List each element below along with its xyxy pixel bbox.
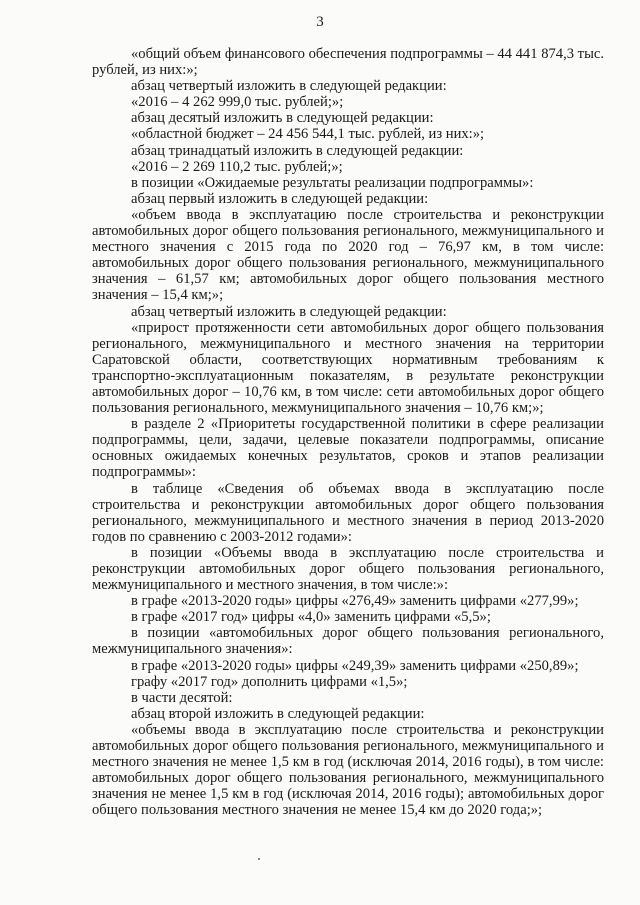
paragraph: абзац десятый изложить в следующей редакции:	[131, 110, 434, 127]
paragraph: абзац второй изложить в следующей редакции:	[131, 705, 425, 722]
paragraph: абзац четвертый изложить в следующей редакции:	[131, 303, 447, 320]
paragraph: «2016 – 4 262 999,0 тыс. рублей;»;	[131, 94, 344, 111]
paragraph: абзац тринадцатый изложить в следующей редакции:	[131, 142, 464, 159]
paragraph: «областной бюджет – 24 456 544,1 тыс. рублей, из них:»;	[131, 126, 485, 143]
paragraph: в позиции «Ожидаемые результаты реализации подпрограммы»:	[131, 174, 534, 191]
paragraph: в позиции «Объемы ввода в эксплуатацию после строительства и реконструкции автомобильных дорог общего пользования регионального, межмуниципального и местного значения, в том числе:»:	[92, 544, 604, 594]
paragraph: «общий объем финансового обеспечения подпрограммы – 44 441 874,3 тыс. рублей, из них:»;	[92, 46, 604, 79]
paragraph: «прирост протяженности сети автомобильных дорог общего пользования регионального, межмуниципального и местного значения на территории Саратовской области, соответствующих нормативным требованиям к транспортно-эксплуатационным показателям, в результате реконструкции автомобильных дорог – 10,76 км, в том числе: сети автомобильных дорог общего пользования регионального, межмуниципального значения – 10,76 км;»;	[92, 319, 604, 417]
paragraph: графу «2017 год» дополнить цифрами «1,5»;	[131, 673, 408, 690]
paragraph: в таблице «Сведения об объемах ввода в эксплуатацию после строительства и реконструкции автомобильных дорог общего пользования регионального, межмуниципального и местного значения в период 2013-2020 годов по сравнению с 2003-2012 годами»:	[92, 480, 604, 545]
paragraph: в графе «2013-2020 годы» цифры «249,39» заменить цифрами «250,89»;	[131, 657, 579, 674]
paragraph: в графе «2017 год» цифры «4,0» заменить цифрами «5,5»;	[131, 609, 491, 626]
paragraph: в графе «2013-2020 годы» цифры «276,49» заменить цифрами «277,99»;	[131, 593, 579, 610]
paragraph: абзац четвертый изложить в следующей редакции:	[131, 78, 447, 95]
paragraph: в позиции «автомобильных дорог общего пользования регионального, межмуниципального значения»:	[92, 625, 604, 658]
paragraph: «2016 – 2 269 110,2 тыс. рублей;»;	[131, 158, 343, 175]
document-body	[92, 46, 604, 819]
paragraph: «объем ввода в эксплуатацию после строительства и реконструкции автомобильных дорог общего пользования регионального, межмуниципального и местного значения с 2015 года по 2020 год – 76,97 км, в том числе: автомобильных дорог общего пользования регионального, межмуниципального значения – 61,57 км; автомобильных дорог общего пользования местного значения – 15,4 км;»;	[92, 206, 604, 304]
paragraph: в части десятой:	[131, 689, 233, 706]
scan-speck	[258, 858, 260, 860]
paragraph: «объемы ввода в эксплуатацию после строительства и реконструкции автомобильных дорог общего пользования регионального, межмуниципального и местного значения не менее 1,5 км в год (исключая 2014, 2016 годы), в том числе: автомобильных дорог общего пользования регионального, межмуниципального значения не менее 1,5 км в год (исключая 2014, 2016 годы); автомобильных дорог общего пользования местного значения не менее 15,4 км до 2020 года;»;	[92, 721, 604, 819]
paragraph: абзац первый изложить в следующей редакции:	[131, 190, 429, 207]
paragraph: в разделе 2 «Приоритеты государственной политики в сфере реализации подпрограммы, цели, задачи, целевые показатели подпрограммы, описание основных ожидаемых конечных результатов, сроков и этапов реализации подпрограммы»:	[92, 416, 604, 481]
page-number: 3	[316, 14, 324, 30]
